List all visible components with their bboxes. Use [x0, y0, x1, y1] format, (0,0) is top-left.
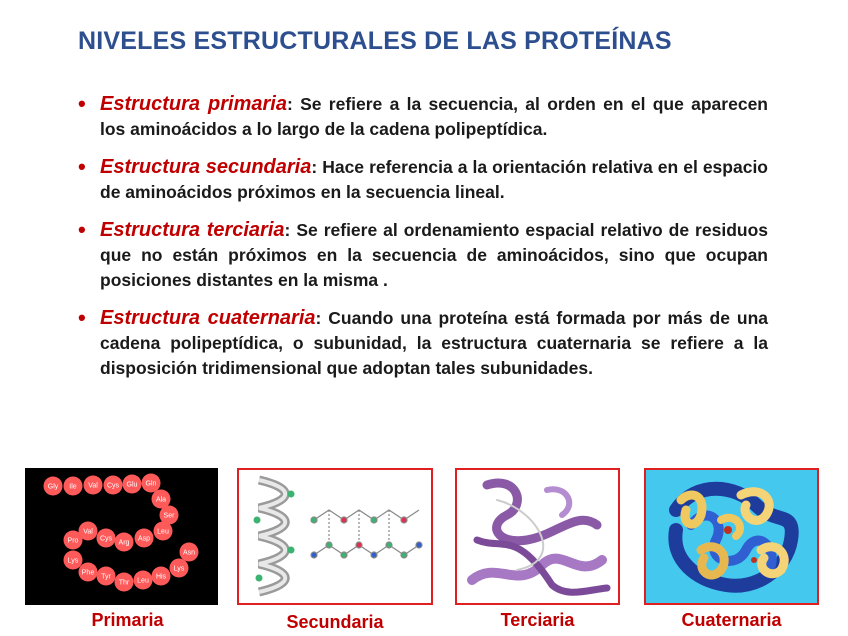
term-secundaria: Estructura secundaria [100, 156, 312, 178]
amino-acid-label: Phe [81, 569, 95, 577]
amino-acid-label: Ile [69, 483, 77, 491]
secondary-structure-image [237, 468, 433, 605]
amino-acid-label: Gly [47, 483, 59, 491]
amino-acid-label: Val [88, 482, 98, 490]
bullet-terciaria [78, 218, 768, 293]
bullet-dot-icon: • [78, 217, 86, 242]
amino-acid-label: Asp [137, 535, 151, 543]
helix-sheet-diagram [239, 470, 431, 603]
primary-structure-image [25, 468, 218, 605]
term-terciaria: Estructura terciaria [100, 219, 285, 241]
bullet-cuaternaria [78, 306, 768, 381]
amino-acid-label: Val [83, 528, 93, 536]
amino-acid-label: Lys [173, 565, 185, 573]
bullet-dot-icon: • [78, 154, 86, 179]
amino-acid-beads [44, 474, 199, 592]
bullet-list [78, 92, 768, 394]
protein-subunits-icon [675, 489, 791, 586]
term-cuaternaria: Estructura cuaternaria [100, 307, 316, 329]
amino-acid-label: Arg [118, 539, 130, 547]
ribbon-diagram [457, 470, 618, 603]
page-title: NIVELES ESTRUCTURALES DE LAS PROTEÍNAS [78, 27, 672, 55]
caption-primaria: Primaria [91, 610, 164, 630]
amino-acid-label: Glu [126, 481, 138, 489]
bullet-primaria [78, 92, 768, 142]
desc-secundaria: : Hace referencia a la orientación relativa en el espacio de aminoácidos próximos en la secuencia lineal. [100, 157, 768, 202]
amino-acid-label: Pro [67, 537, 79, 545]
amino-acid-label: Asn [182, 549, 196, 557]
protein-ribbon-icon [472, 483, 607, 592]
desc-terciaria: : Se refiere al ordenamiento espacial relativo de residuos que no están próximos en la secuencia de aminoácidos, sino que ocupan posiciones distantes en la misma . [100, 220, 768, 290]
amino-acid-label: Gln [145, 480, 157, 488]
amino-acid-label: Ser [163, 512, 175, 520]
amino-acid-label: Tyr [101, 573, 111, 581]
subunits-diagram [646, 470, 817, 603]
desc-cuaternaria: : Cuando una proteína está formada por más de una cadena polipeptídica, o subunidad, la estructura cuaternaria se refiere a la disposición tridimensional que adoptan tales subunidades. [100, 308, 768, 378]
term-primaria: Estructura primaria [100, 93, 287, 115]
amino-acid-label: Leu [137, 577, 149, 585]
quaternary-structure-image [644, 468, 819, 605]
amino-acid-label: Lys [67, 557, 79, 565]
amino-acid-label: His [155, 573, 167, 581]
beta-sheet-icon [311, 510, 422, 558]
amino-acid-label: Ala [155, 496, 167, 504]
bullet-dot-icon: • [78, 91, 86, 116]
bullet-dot-icon: • [78, 305, 86, 330]
tertiary-structure-image [455, 468, 620, 605]
amino-acid-label: Cys [99, 535, 113, 543]
caption-terciaria: Terciaria [500, 610, 575, 630]
desc-primaria: : Se refiere a la secuencia, al orden en el que aparecen los aminoácidos a lo largo de la cadena polipeptídica. [100, 94, 768, 139]
caption-secundaria: Secundaria [286, 612, 384, 632]
caption-cuaternaria: Cuaternaria [681, 610, 782, 630]
amino-acid-label: Cys [106, 482, 120, 490]
alpha-helix-icon [254, 480, 295, 592]
amino-acid-label: Thr [118, 579, 130, 587]
amino-chain-diagram [25, 468, 218, 605]
bullet-secundaria [78, 155, 768, 205]
amino-acid-label: Leu [157, 528, 169, 536]
